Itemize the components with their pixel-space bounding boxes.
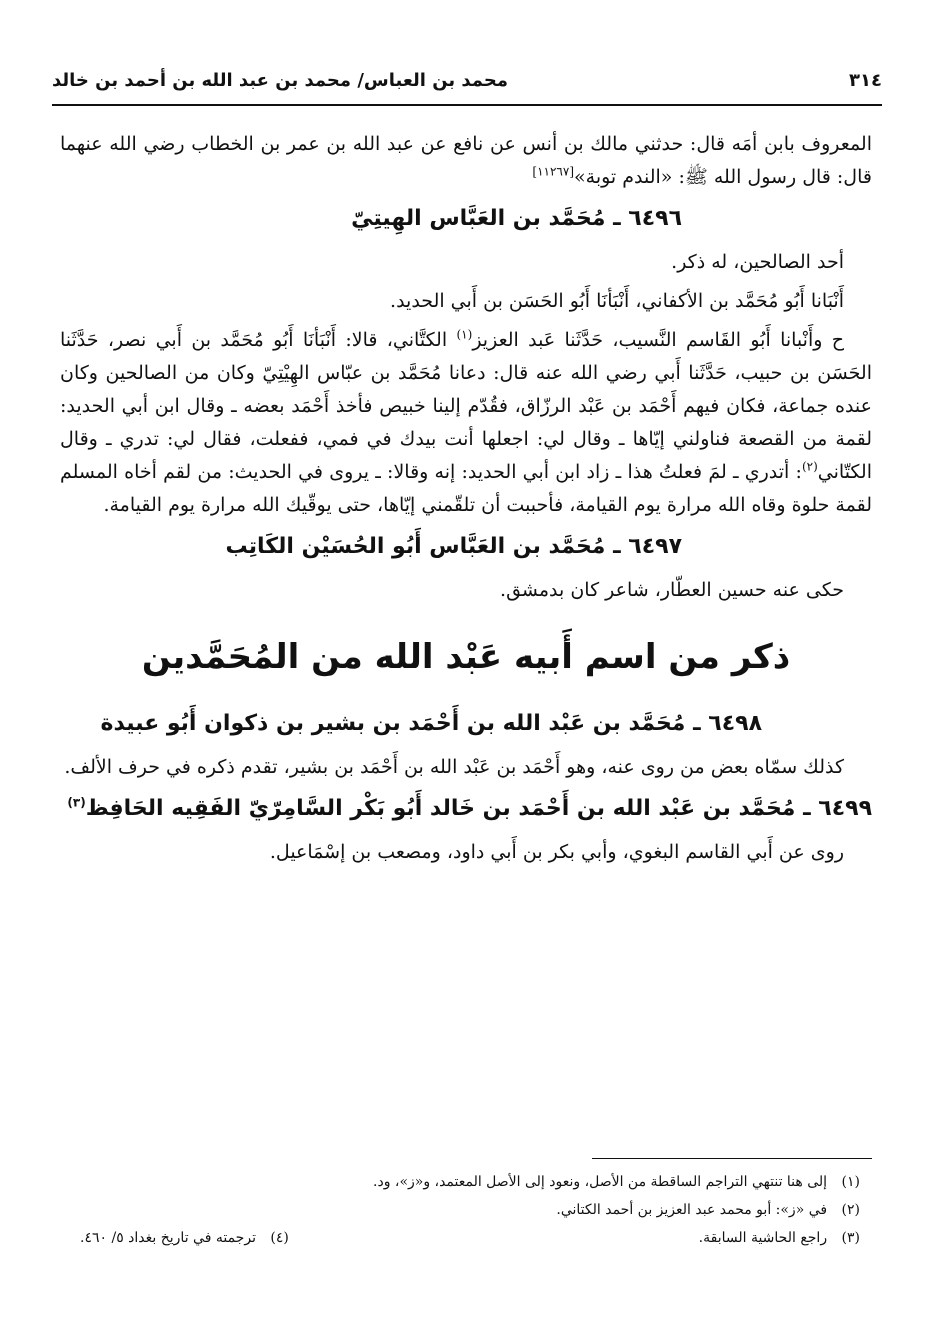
entry-title-6498: ٦٤٩٨ ـ مُحَمَّد بن عَبْد الله بن أَحْمَد بن بشير بن ذكوان أَبُو عبيدة [100,711,762,736]
footnote-number: (١) [841,1174,860,1190]
paragraph-text: الكتَّاني، قالا: أَنْبَأنَا أَبُو مُحَمَّد بن أَبي نصر، حَدَّثَنا الحَسَن بن حبيب، حَدَّثَنا أَبي رضي الله عنه قال: دعانا مُحَمَّد بن عبّاس الهِيْتِيّ وكان من الصالحين وكان عنده جماعة، فكان فيهم أَحْمَد بن عَبْد الرزّاق، فقُدّم إلينا خبيص فأخذ أَحْمَد بعضه ـ وقال ابن أبي الحديد: لقمة من القصعة فناولني إيّاها ـ وقال لي: اجعلها أنت بيدك في فمي، ففعلت، فقال لي: تدري ـ وقال الكتّاني [60,329,872,483]
footnote-1 [80,1168,860,1196]
footnote-text: راجع الحاشية السابقة. [698,1230,828,1246]
paragraph: حكى عنه حسين العطّار، شاعر كان بدمشق. [500,579,844,601]
paragraph-text: ح وأَنْبانا أَبُو القَاسم النَّسيب، حَدَّثَنا عَبد العزيز [472,329,845,351]
footnote-marker: (٢) [801,459,818,474]
entry-title-text: ٦٤٩٩ ـ مُحَمَّد بن عَبْد الله بن أَحْمَد بن خَالد أَبُو بَكْر السَّامِرّيّ الفَقِيه الحَافِظ [85,796,872,821]
running-title: محمد بن العباس/ محمد بن عبد الله بن أحمد بن خالد [52,69,508,91]
footnote-text: في «ز»: أبو محمد عبد العزيز بن أحمد الكتاني. [556,1202,828,1218]
footnotes [80,1168,860,1252]
footnote-marker: (١) [456,327,473,342]
footnote-row [80,1224,860,1252]
page-header [52,62,882,98]
paragraph-text: المعروف بابن أمَه قال: حدثني مالك بن أنس عن نافع عن عبد الله بن عمر بن الخطاب رضي الله عنهما قال: قال رسول الله ﷺ: «الندم توبة» [60,133,872,188]
entry-title-6499 [60,790,872,828]
paragraph-text: : أتدري ـ لمَ فعلتُ هذا ـ زاد ابن أبي الحديد: إنه وقالا: ـ يروى في الحديث: من لقم أخاه المسلم لقمة حلوة وقاه الله مرارة يوم القيامة، فأحببت أن تلقّمني إيّاها، حتى يوقّيك الله مرارة يوم القيامة. [60,461,872,516]
paragraph: كذلك سمّاه بعض من روى عنه، وهو أَحْمَد بن عَبْد الله بن أَحْمَد بن بشير، تقدم ذكره في حرف الألف. [64,756,844,778]
paragraph [60,324,872,522]
entry-title-6496: ٦٤٩٦ ـ مُحَمَّد بن العَبَّاس الهِيتِيّ [351,206,682,231]
header-divider [52,104,882,106]
footnote-divider [592,1158,872,1159]
footnote-2 [80,1196,860,1224]
footnote-4 [80,1224,289,1252]
footnote-3 [699,1224,860,1252]
footnote-number: (٤) [270,1230,289,1246]
footnote-number: (٢) [841,1202,860,1218]
reference-number: [١١٢٦٧] [532,164,575,179]
paragraph: أحد الصالحين، له ذكر. [671,251,844,273]
footnote-text: إلى هنا تنتهي التراجم الساقطة من الأصل، ونعود إلى الأصل المعتمد، و«ز»، ود. [373,1174,828,1190]
footnote-number: (٣) [841,1230,860,1246]
footnote-marker: (٣) [67,795,86,810]
footnote-text: ترجمته في تاريخ بغداد ٥/ ٤٦٠. [80,1230,256,1246]
main-text [60,128,872,875]
paragraph: أَنْبَانا أَبُو مُحَمَّد بن الأكفاني، أَنْبَأنَا أَبُو الحَسَن بن أَبي الحديد. [390,290,844,312]
page-number: ٣١٤ [849,69,882,91]
section-title: ذكر من اسم أَبيه عَبْد الله من المُحَمَّدين [141,637,791,677]
entry-title-6497: ٦٤٩٧ ـ مُحَمَّد بن العَبَّاس أَبُو الحُسَيْن الكَاتِب [225,534,682,559]
paragraph [60,128,872,194]
paragraph: روى عن أَبي القاسم البغوي، وأبي بكر بن أَبي داود، ومصعب بن إسْمَاعيل. [269,841,844,863]
